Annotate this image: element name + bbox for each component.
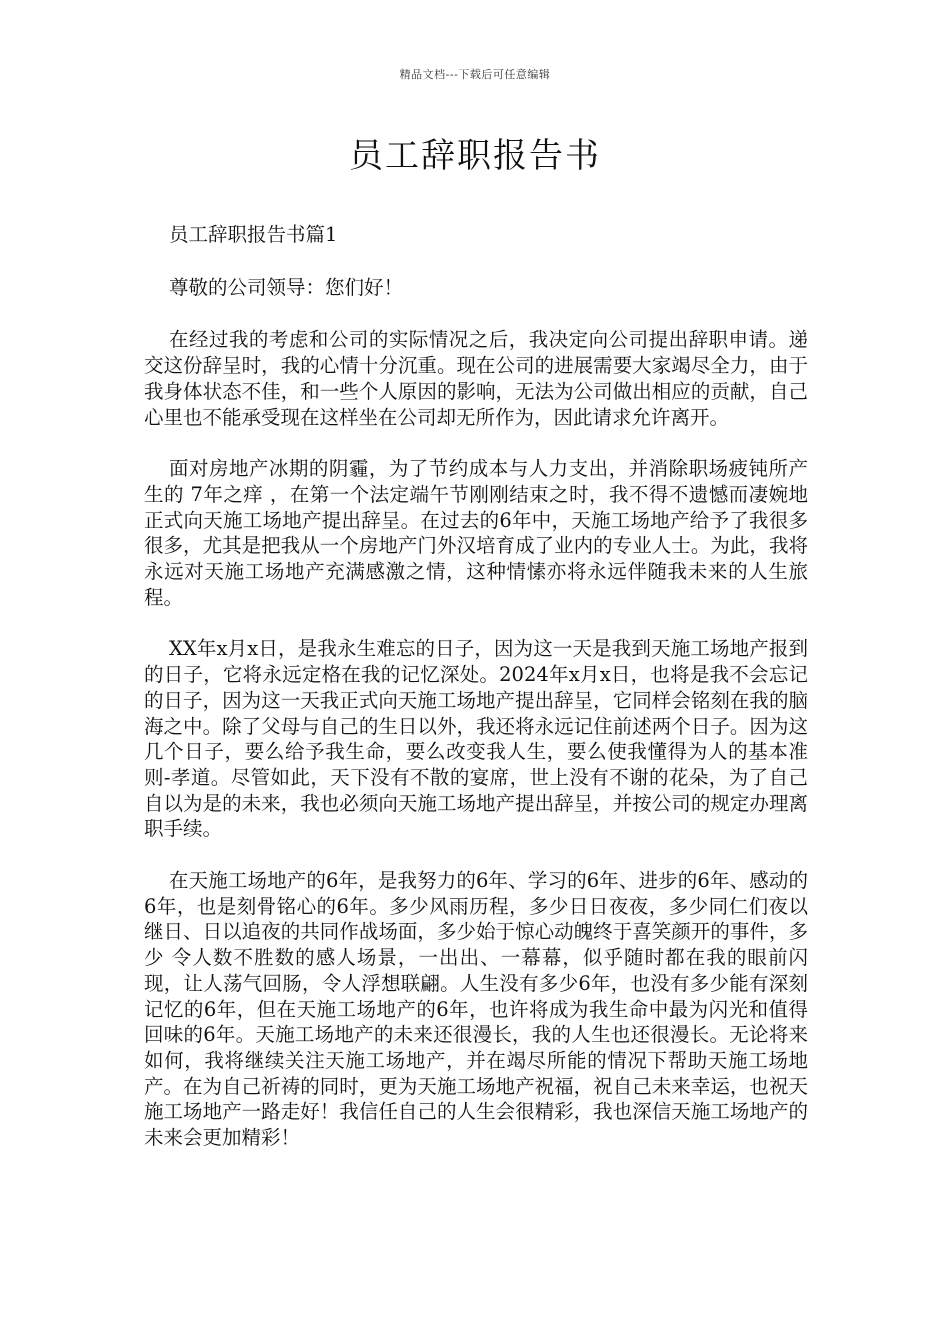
header-note: 精品文档---下载后可任意编辑 xyxy=(399,68,551,81)
body-paragraph-3: XX年x月x日，是我永生难忘的日子，因为这一天是我到天施工场地产报到的日子，它将永远定格在我的记忆深处。2024年x月x日，也将是我不会忘记的日子，因为这一天我正式向天施工场地产提出辞呈，它同样会铭刻在我的脑海之中。除了父母与自己的生日以外，我还将永远记住前述两个日子。因为这几个日子，要么给予我生命，要么改变我人生，要么使我懂得为人的基本准则-孝道。尽管如此，天下没有不散的宴席，世上没有不谢的花朵，为了自己自以为是的未来，我也必须向天施工场地产提出辞呈，并按公司的规定办理离职手续。 xyxy=(144,637,808,841)
page-title: 员工辞职报告书 xyxy=(349,136,601,176)
document-body xyxy=(144,222,808,1177)
body-paragraph-2: 面对房地产冰期的阴霾，为了节约成本与人力支出，并消除职场疲钝所产生的 7年之痒 ，在第一个法定端午节刚刚结束之时，我不得不遗憾而凄婉地正式向天施工场地产提出辞呈。在过去的6年中，天施工场地产给予了我很多很多，尤其是把我从一个房地产门外汉培育成了业内的专业人士。为此，我将永远对天施工场地产充满感激之情，这种情愫亦将永远伴随我未来的人生旅程。 xyxy=(144,457,808,609)
document-subtitle: 员工辞职报告书篇1 xyxy=(169,223,338,246)
body-paragraph-1: 在经过我的考虑和公司的实际情况之后，我决定向公司提出辞职申请。递交这份辞呈时，我的心情十分沉重。现在公司的进展需要大家竭尽全力，由于我身体状态不佳，和一些个人原因的影响，无法为公司做出相应的贡献，自己心里也不能承受现在这样坐在公司却无所作为，因此请求允许离开。 xyxy=(144,328,808,429)
body-paragraph-4: 在天施工场地产的6年，是我努力的6年、学习的6年、进步的6年、感动的6年，也是刻骨铭心的6年。多少风雨历程，多少日日夜夜，多少同仁们夜以继日、日以追夜的共同作战场面，多少始于惊心动魄终于喜笑颜开的事件，多少 令人数不胜数的感人场景，一出出、一幕幕，似乎随时都在我的眼前闪现，让人荡气回肠，令人浮想联翩。人生没有多少6年，也没有多少能有深刻记忆的6年，但在天施工场地产的6年，也许将成为我生命中最为闪光和值得回味的6年。天施工场地产的未来还很漫长，我的人生也还很漫长。无论将来如何，我将继续关注天施工场地产，并在竭尽所能的情况下帮助天施工场地产。在为自己祈祷的同时，更为天施工场地产祝福，祝自己未来幸运，也祝天施工场地产一路走好！我信任自己的人生会很精彩，我也深信天施工场地产的未来会更加精彩！ xyxy=(144,869,808,1150)
greeting: 尊敬的公司领导：您们好！ xyxy=(169,275,404,299)
